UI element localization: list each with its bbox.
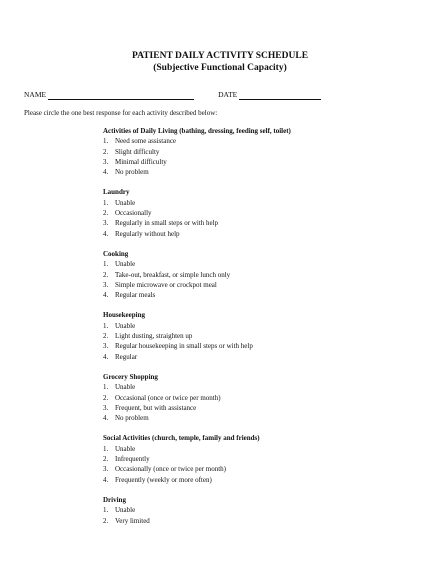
response-option[interactable] xyxy=(103,208,291,218)
option-number: 1. xyxy=(103,444,109,453)
option-number: 3. xyxy=(103,280,109,289)
response-option[interactable] xyxy=(103,270,291,280)
option-text: Need some assistance xyxy=(115,137,177,146)
activity-section xyxy=(103,249,291,300)
option-number: 3. xyxy=(103,219,109,228)
option-number: 2. xyxy=(103,209,109,218)
option-text: Simple microwave or crockpot meal xyxy=(115,280,217,289)
option-number: 1. xyxy=(103,383,109,392)
option-number: 3. xyxy=(103,342,109,351)
option-text: Light dusting, straighten up xyxy=(115,332,193,341)
response-option[interactable] xyxy=(103,147,291,157)
option-number: 1. xyxy=(103,198,109,207)
option-text: Unable xyxy=(115,444,136,453)
response-option[interactable] xyxy=(103,464,291,474)
option-number: 1. xyxy=(103,137,109,146)
instructions-text: Please circle the one best response for each activity described below: xyxy=(24,109,218,117)
patient-fields xyxy=(24,90,360,100)
section-heading: Social Activities (church, temple, family and friends) xyxy=(103,434,260,443)
response-option[interactable] xyxy=(103,341,291,351)
activity-section xyxy=(103,187,291,238)
response-option[interactable] xyxy=(103,403,291,413)
activity-section xyxy=(103,310,291,361)
name-field[interactable] xyxy=(48,91,194,100)
option-text: Unable xyxy=(115,506,136,515)
section-heading: Cooking xyxy=(103,249,129,258)
option-text: Unable xyxy=(115,321,136,330)
option-number: 4. xyxy=(103,475,109,484)
response-option[interactable] xyxy=(103,136,291,146)
option-text: Very limited xyxy=(115,516,150,525)
option-number: 4. xyxy=(103,414,109,423)
response-option[interactable] xyxy=(103,218,291,228)
option-text: Regular xyxy=(115,352,138,361)
section-heading: Activities of Daily Living (bathing, dressing, feeding self, toilet) xyxy=(103,127,291,135)
option-number: 2. xyxy=(103,393,109,402)
response-option[interactable] xyxy=(103,280,291,290)
response-option[interactable] xyxy=(103,475,291,485)
option-number: 4. xyxy=(103,168,109,177)
option-text: Occasionally xyxy=(115,209,152,218)
option-text: Frequently (weekly or more often) xyxy=(115,475,212,484)
option-text: Regular meals xyxy=(115,291,156,300)
option-number: 2. xyxy=(103,455,109,464)
response-option[interactable] xyxy=(103,505,291,515)
document-title: PATIENT DAILY ACTIVITY SCHEDULE xyxy=(131,51,309,61)
option-text: No problem xyxy=(115,414,149,423)
section-heading: Grocery Shopping xyxy=(103,372,158,381)
response-option[interactable] xyxy=(103,382,291,392)
response-option[interactable] xyxy=(103,229,291,239)
response-option[interactable] xyxy=(103,413,291,423)
option-number: 2. xyxy=(103,516,109,525)
option-text: Take-out, breakfast, or simple lunch only xyxy=(115,270,231,279)
option-number: 3. xyxy=(103,157,109,166)
option-number: 1. xyxy=(103,260,109,269)
option-text: Regularly without help xyxy=(115,229,180,238)
section-heading: Driving xyxy=(103,495,126,504)
response-option[interactable] xyxy=(103,321,291,331)
option-number: 4. xyxy=(103,229,109,238)
activity-section xyxy=(103,126,291,177)
option-number: 3. xyxy=(103,403,109,412)
activity-section xyxy=(103,495,291,526)
activity-section xyxy=(103,372,291,423)
option-text: Occasionally (once or twice per month) xyxy=(115,465,226,474)
option-text: Unable xyxy=(115,383,136,392)
date-label: DATE xyxy=(218,90,238,99)
option-text: Unable xyxy=(115,260,136,269)
option-text: Frequent, but with assistance xyxy=(115,403,197,412)
response-option[interactable] xyxy=(103,167,291,177)
option-number: 2. xyxy=(103,270,109,279)
option-text: Regularly in small steps or with help xyxy=(115,219,219,228)
option-number: 2. xyxy=(103,147,109,156)
response-option[interactable] xyxy=(103,157,291,167)
option-number: 4. xyxy=(103,291,109,300)
document-header xyxy=(0,50,440,74)
option-text: Infrequently xyxy=(115,455,150,464)
option-text: No problem xyxy=(115,168,149,177)
response-option[interactable] xyxy=(103,352,291,362)
activity-section xyxy=(103,433,291,484)
name-label: NAME xyxy=(24,90,47,99)
option-text: Unable xyxy=(115,198,136,207)
section-heading: Housekeeping xyxy=(103,311,146,320)
option-number: 1. xyxy=(103,321,109,330)
response-option[interactable] xyxy=(103,444,291,454)
option-number: 1. xyxy=(103,506,109,515)
document-subtitle: (Subjective Functional Capacity) xyxy=(153,63,287,73)
section-heading: Laundry xyxy=(103,188,130,197)
option-text: Occasional (once or twice per month) xyxy=(115,393,221,402)
response-option[interactable] xyxy=(103,516,291,526)
activity-sections xyxy=(103,126,291,536)
response-option[interactable] xyxy=(103,393,291,403)
option-number: 2. xyxy=(103,332,109,341)
date-field[interactable] xyxy=(239,91,321,100)
response-option[interactable] xyxy=(103,331,291,341)
response-option[interactable] xyxy=(103,290,291,300)
response-option[interactable] xyxy=(103,454,291,464)
option-number: 3. xyxy=(103,465,109,474)
option-text: Regular housekeeping in small steps or with help xyxy=(115,342,253,351)
option-text: Minimal difficulty xyxy=(115,157,167,166)
option-number: 4. xyxy=(103,352,109,361)
option-text: Slight difficulty xyxy=(115,147,160,156)
response-option[interactable] xyxy=(103,198,291,208)
response-option[interactable] xyxy=(103,259,291,269)
